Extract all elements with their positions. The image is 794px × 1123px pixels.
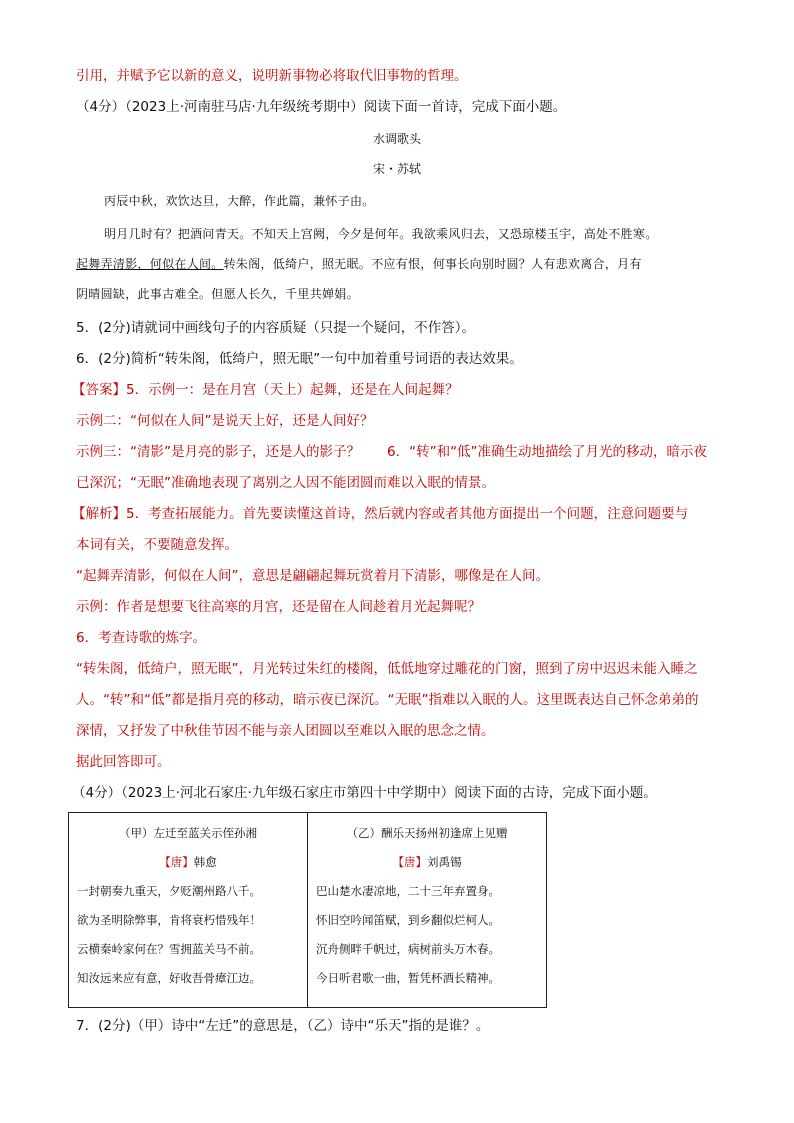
analysis-line-1 [72,504,688,524]
poem-line-2-rest: 转朱阁，低绮户，照无眠。不应有恨，何事长向别时圆？人有悲欢离合，月有 [223,257,642,271]
question-header-2: （4分）（2023上·河北石家庄·九年级石家庄市第四十中学期中）阅读下面的古诗，完成下面小题。 [72,785,657,801]
poem-a-author: 【唐】韩愈 [159,855,217,869]
answer-tag: 【答案】 [72,382,126,398]
poem-comparison-table [68,812,547,1008]
poem-line-1: 明月几时有？把酒问青天。不知天上宫阙，今夕是何年。我欲乘风归去，又恐琼楼玉宇，高处不胜寒。 [104,227,658,241]
poem-a-line-2: 欲为圣明除弊事，肯将衰朽惜残年！ [77,913,261,927]
poem-author: 宋・苏轼 [372,162,421,176]
analysis-line-7: 人。“转”和“低”都是指月亮的移动，暗示夜已深沉。“无眠”指难以入眠的人。这里既表达自己怀念弟弟的 [76,692,699,708]
answer-text-1: 5．示例一：是在月宫（天上）起舞，还是在人间起舞？ [126,382,459,398]
question-5: 5．(2分)请就词中画线句子的内容质疑（只提一个疑问，不作答）。 [76,320,475,336]
question-7: 7．(2分)（甲）诗中“左迁”的意思是，（乙）诗中“乐天”指的是谁？。 [76,1018,490,1034]
analysis-tag: 【解析】 [72,506,126,522]
analysis-line-3: “起舞弄清影，何似在人间”，意思是翩翩起舞玩赏着月下清影，哪像是在人间。 [76,568,549,584]
analysis-text-1: 5．考查拓展能力。首先要读懂这首诗，然后就内容或者其他方面提出一个问题，注意问题要与 [126,506,689,522]
poem-b-author: 【唐】刘禹锡 [392,855,462,869]
poem-b-line-1: 巴山楚水凄凉地，二十三年弃置身。 [316,884,500,898]
analysis-line-6: “转朱阁，低绮户，照无眠”，月光转过朱红的楼阁，低低地穿过雕花的门窗，照到了房中迟迟未能入睡之 [76,661,698,677]
answer-line-1 [72,380,459,400]
analysis-line-5: 6．考查诗歌的炼字。 [76,630,207,646]
poem-a-line-3: 云横秦岭家何在？雪拥蓝关马不前。 [77,942,261,956]
analysis-line-2: 本词有关，不要随意发挥。 [76,537,238,553]
poem-line-2 [76,255,642,272]
underlined-sentence: 起舞弄清影，何似在人间。 [76,257,224,271]
answer-line-2: 示例二：“何似在人间”是说天上好，还是人间好？ [76,413,374,429]
poem-b-line-4: 今日听君歌一曲，暂凭杯酒长精神。 [316,971,500,985]
analysis-line-8: 深情，又抒发了中秋佳节因不能与亲人团圆以至难以入眠的思念之情。 [76,723,495,739]
poem-line-3: 阴晴圆缺，此事古难全。但愿人长久，千里共婵娟。 [76,287,359,301]
poem-a-cell [69,813,308,1008]
answer-line-4: 已深沉；“无眠”准确地表现了离别之人因不能团圆而难以入眠的情景。 [76,475,495,491]
poem-a-line-1: 一封朝奏九重天，夕贬潮州路八千。 [77,884,261,898]
poem-a-line-4: 知汝远来应有意，好收吾骨瘴江边。 [77,971,261,985]
analysis-line-4: 示例：作者是想要飞往高寒的月宫，还是留在人间趁着月光起舞呢？ [76,599,481,615]
poem-b-line-3: 沉舟侧畔千帆过，病树前头万木春。 [316,942,500,956]
question-header-1: （4分）（2023上·河南驻马店·九年级统考期中）阅读下面一首诗，完成下面小题。 [76,99,567,115]
poem-a-title: （甲）左迁至蓝关示侄孙湘 [119,826,257,840]
poem-b-line-2: 怀旧空吟闻笛赋，到乡翻似烂柯人。 [316,913,500,927]
poem-preface: 丙辰中秋，欢饮达旦，大醉，作此篇，兼怀子由。 [104,194,375,208]
analysis-line-9: 据此回答即可。 [76,754,171,770]
question-6: 6．(2分)简析“转朱阁，低绮户，照无眠”一句中加着重号词语的表达效果。 [76,351,523,367]
answer-line-3: 示例三：“清影”是月亮的影子，还是人的影子？ 6．“转”和“低”准确生动地描绘了月光的移动，暗示夜 [76,444,708,460]
poem-title: 水调歌头 [372,132,421,146]
poem-b-cell [308,813,547,1008]
intro-line: 引用，并赋予它以新的意义，说明新事物必将取代旧事物的哲理。 [76,68,468,84]
poem-b-title: （乙）酬乐天扬州初逢席上见赠 [346,826,508,840]
